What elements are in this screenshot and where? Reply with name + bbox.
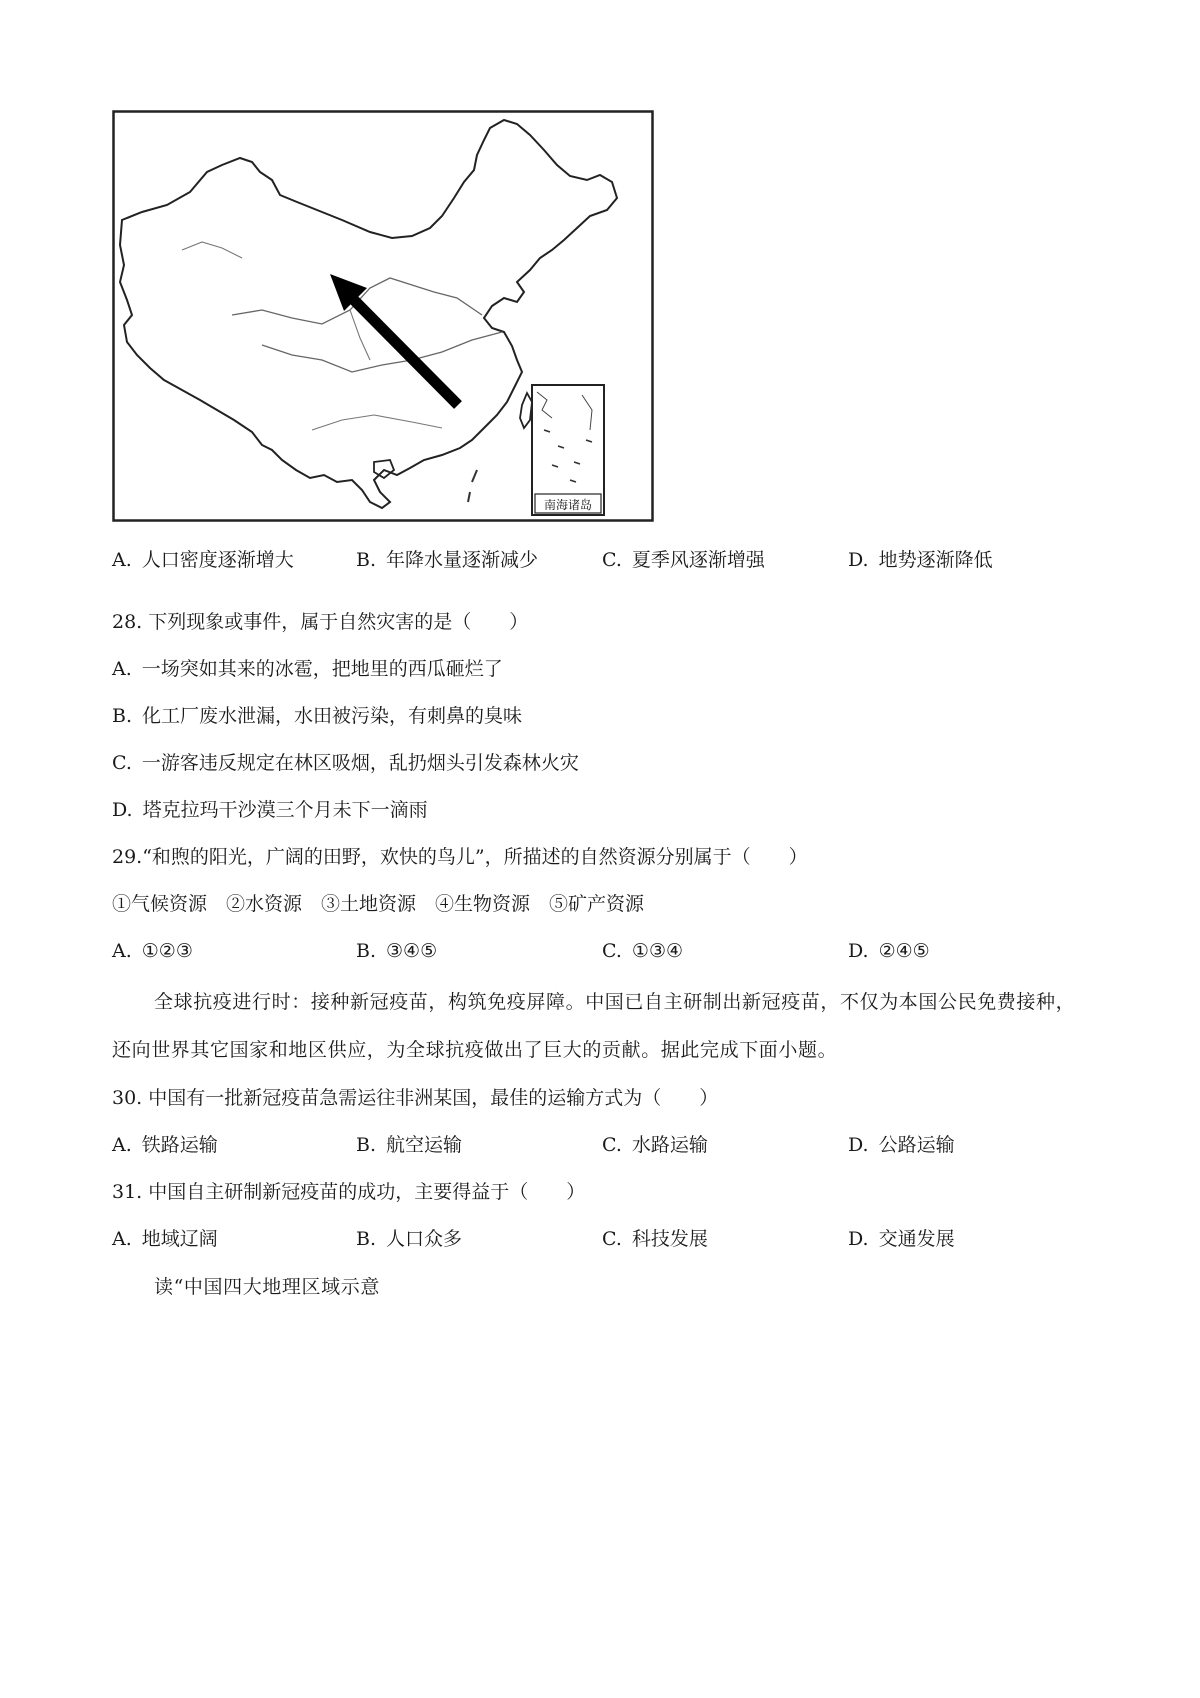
q27-option-c[interactable]: C. 夏季风逐渐增强	[602, 549, 765, 571]
q30-option-a[interactable]: A. 铁路运输	[112, 1134, 218, 1156]
q28-option-d[interactable]: D. 塔克拉玛干沙漠三个月未下一滴雨	[112, 799, 428, 821]
q29-option-b[interactable]: B. ③④⑤	[356, 940, 438, 962]
q29-option-d[interactable]: D. ②④⑤	[848, 940, 930, 962]
q31-option-a[interactable]: A. 地域辽阔	[112, 1228, 218, 1250]
china-map	[112, 110, 654, 522]
q31-option-d[interactable]: D. 交通发展	[848, 1228, 955, 1250]
q28-option-c[interactable]: C. 一游客违反规定在林区吸烟，乱扔烟头引发森林火灾	[112, 752, 579, 774]
q30-option-c[interactable]: C. 水路运输	[602, 1134, 708, 1156]
q29-option-c[interactable]: C. ①③④	[602, 940, 684, 962]
q27-option-d[interactable]: D. 地势逐渐降低	[848, 549, 993, 571]
q30-option-d[interactable]: D. 公路运输	[848, 1134, 955, 1156]
q29-choices: ①气候资源 ②水资源 ③土地资源 ④生物资源 ⑤矿产资源	[112, 893, 645, 915]
q28-stem: 28. 下列现象或事件，属于自然灾害的是（ ）	[112, 611, 529, 633]
q29-option-a[interactable]: A. ①②③	[112, 940, 193, 962]
q29-stem: 29.“和煦的阳光，广阔的田野，欢快的鸟儿”，所描述的自然资源分别属于（ ）	[112, 846, 808, 868]
q31-stem: 31. 中国自主研制新冠疫苗的成功，主要得益于（ ）	[112, 1181, 586, 1203]
q27-option-b[interactable]: B. 年降水量逐渐减少	[356, 549, 539, 571]
passage: 全球抗疫进行时：接种新冠疫苗，构筑免疫屏障。中国已自主研制出新冠疫苗，不仅为本国公民免费接种，还向世界其它国家和地区供应，为全球抗疫做出了巨大的贡献。据此完成下面小题。	[112, 991, 1076, 1061]
inset-label: 南海诸岛	[543, 498, 593, 512]
q31-option-c[interactable]: C. 科技发展	[602, 1228, 708, 1250]
china-map-figure	[112, 110, 654, 522]
q28-option-b[interactable]: B. 化工厂废水泄漏，水田被污染，有刺鼻的臭味	[112, 705, 523, 727]
south-china-sea-inset	[532, 385, 604, 515]
trailing-text: 读“中国四大地理区域示意	[154, 1276, 380, 1298]
q27-option-a[interactable]: A. 人口密度逐渐增大	[112, 549, 294, 571]
q31-option-b[interactable]: B. 人口众多	[356, 1228, 463, 1250]
q30-stem: 30. 中国有一批新冠疫苗急需运往非洲某国，最佳的运输方式为（ ）	[112, 1087, 719, 1109]
q28-option-a[interactable]: A. 一场突如其来的冰雹，把地里的西瓜砸烂了	[112, 658, 503, 680]
q30-option-b[interactable]: B. 航空运输	[356, 1134, 463, 1156]
